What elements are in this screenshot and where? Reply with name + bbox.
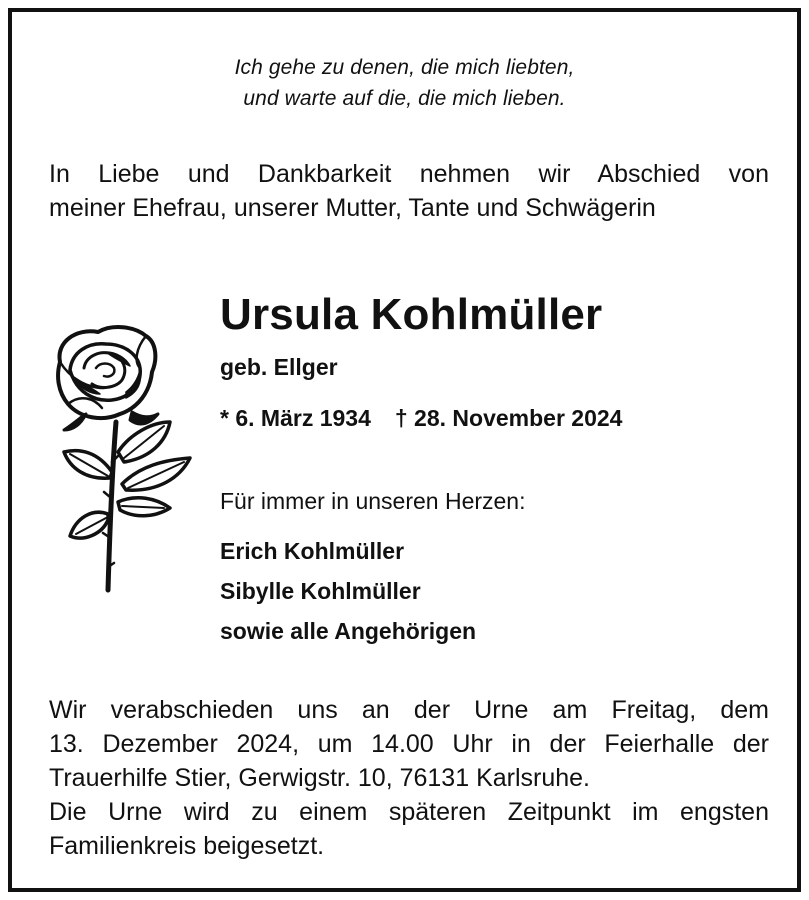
family-member: sowie alle Angehörigen [220, 618, 477, 644]
intro-line: In Liebe und Dankbarkeit nehmen wir Abschied von [49, 160, 769, 188]
rose-icon [46, 322, 196, 607]
service-line: 13. Dezember 2024, um 14.00 Uhr in der Feierhalle der [49, 730, 769, 758]
service-info [49, 693, 769, 863]
service-line: Trauerhilfe Stier, Gerwigstr. 10, 76131 Karlsruhe. [49, 764, 591, 792]
family-member: Sibylle Kohlmüller [220, 578, 421, 604]
maiden-name: geb. Ellger [220, 354, 338, 380]
intro-text [49, 157, 769, 225]
death-date: † 28. November 2024 [394, 405, 623, 431]
motto-line: Ich gehe zu denen, die mich liebten, [234, 56, 575, 79]
birth-date: * 6. März 1934 [220, 405, 371, 431]
service-line: Familienkreis beigesetzt. [49, 832, 325, 860]
service-line: Die Urne wird zu einem späteren Zeitpunkt im engsten [49, 798, 769, 826]
family-members [220, 531, 476, 651]
motto-line: und warte auf die, die mich lieben. [243, 87, 566, 110]
intro-line: meiner Ehefrau, unserer Mutter, Tante und Schwägerin [49, 194, 656, 222]
obituary-card [8, 8, 801, 892]
life-dates [220, 403, 622, 433]
service-line: Wir verabschieden uns an der Urne am Freitag, dem [49, 696, 769, 724]
family-intro: Für immer in unseren Herzen: [220, 488, 526, 514]
deceased-name: Ursula Kohlmüller [220, 290, 603, 339]
family-member: Erich Kohlmüller [220, 538, 405, 564]
motto-verse [12, 52, 797, 114]
